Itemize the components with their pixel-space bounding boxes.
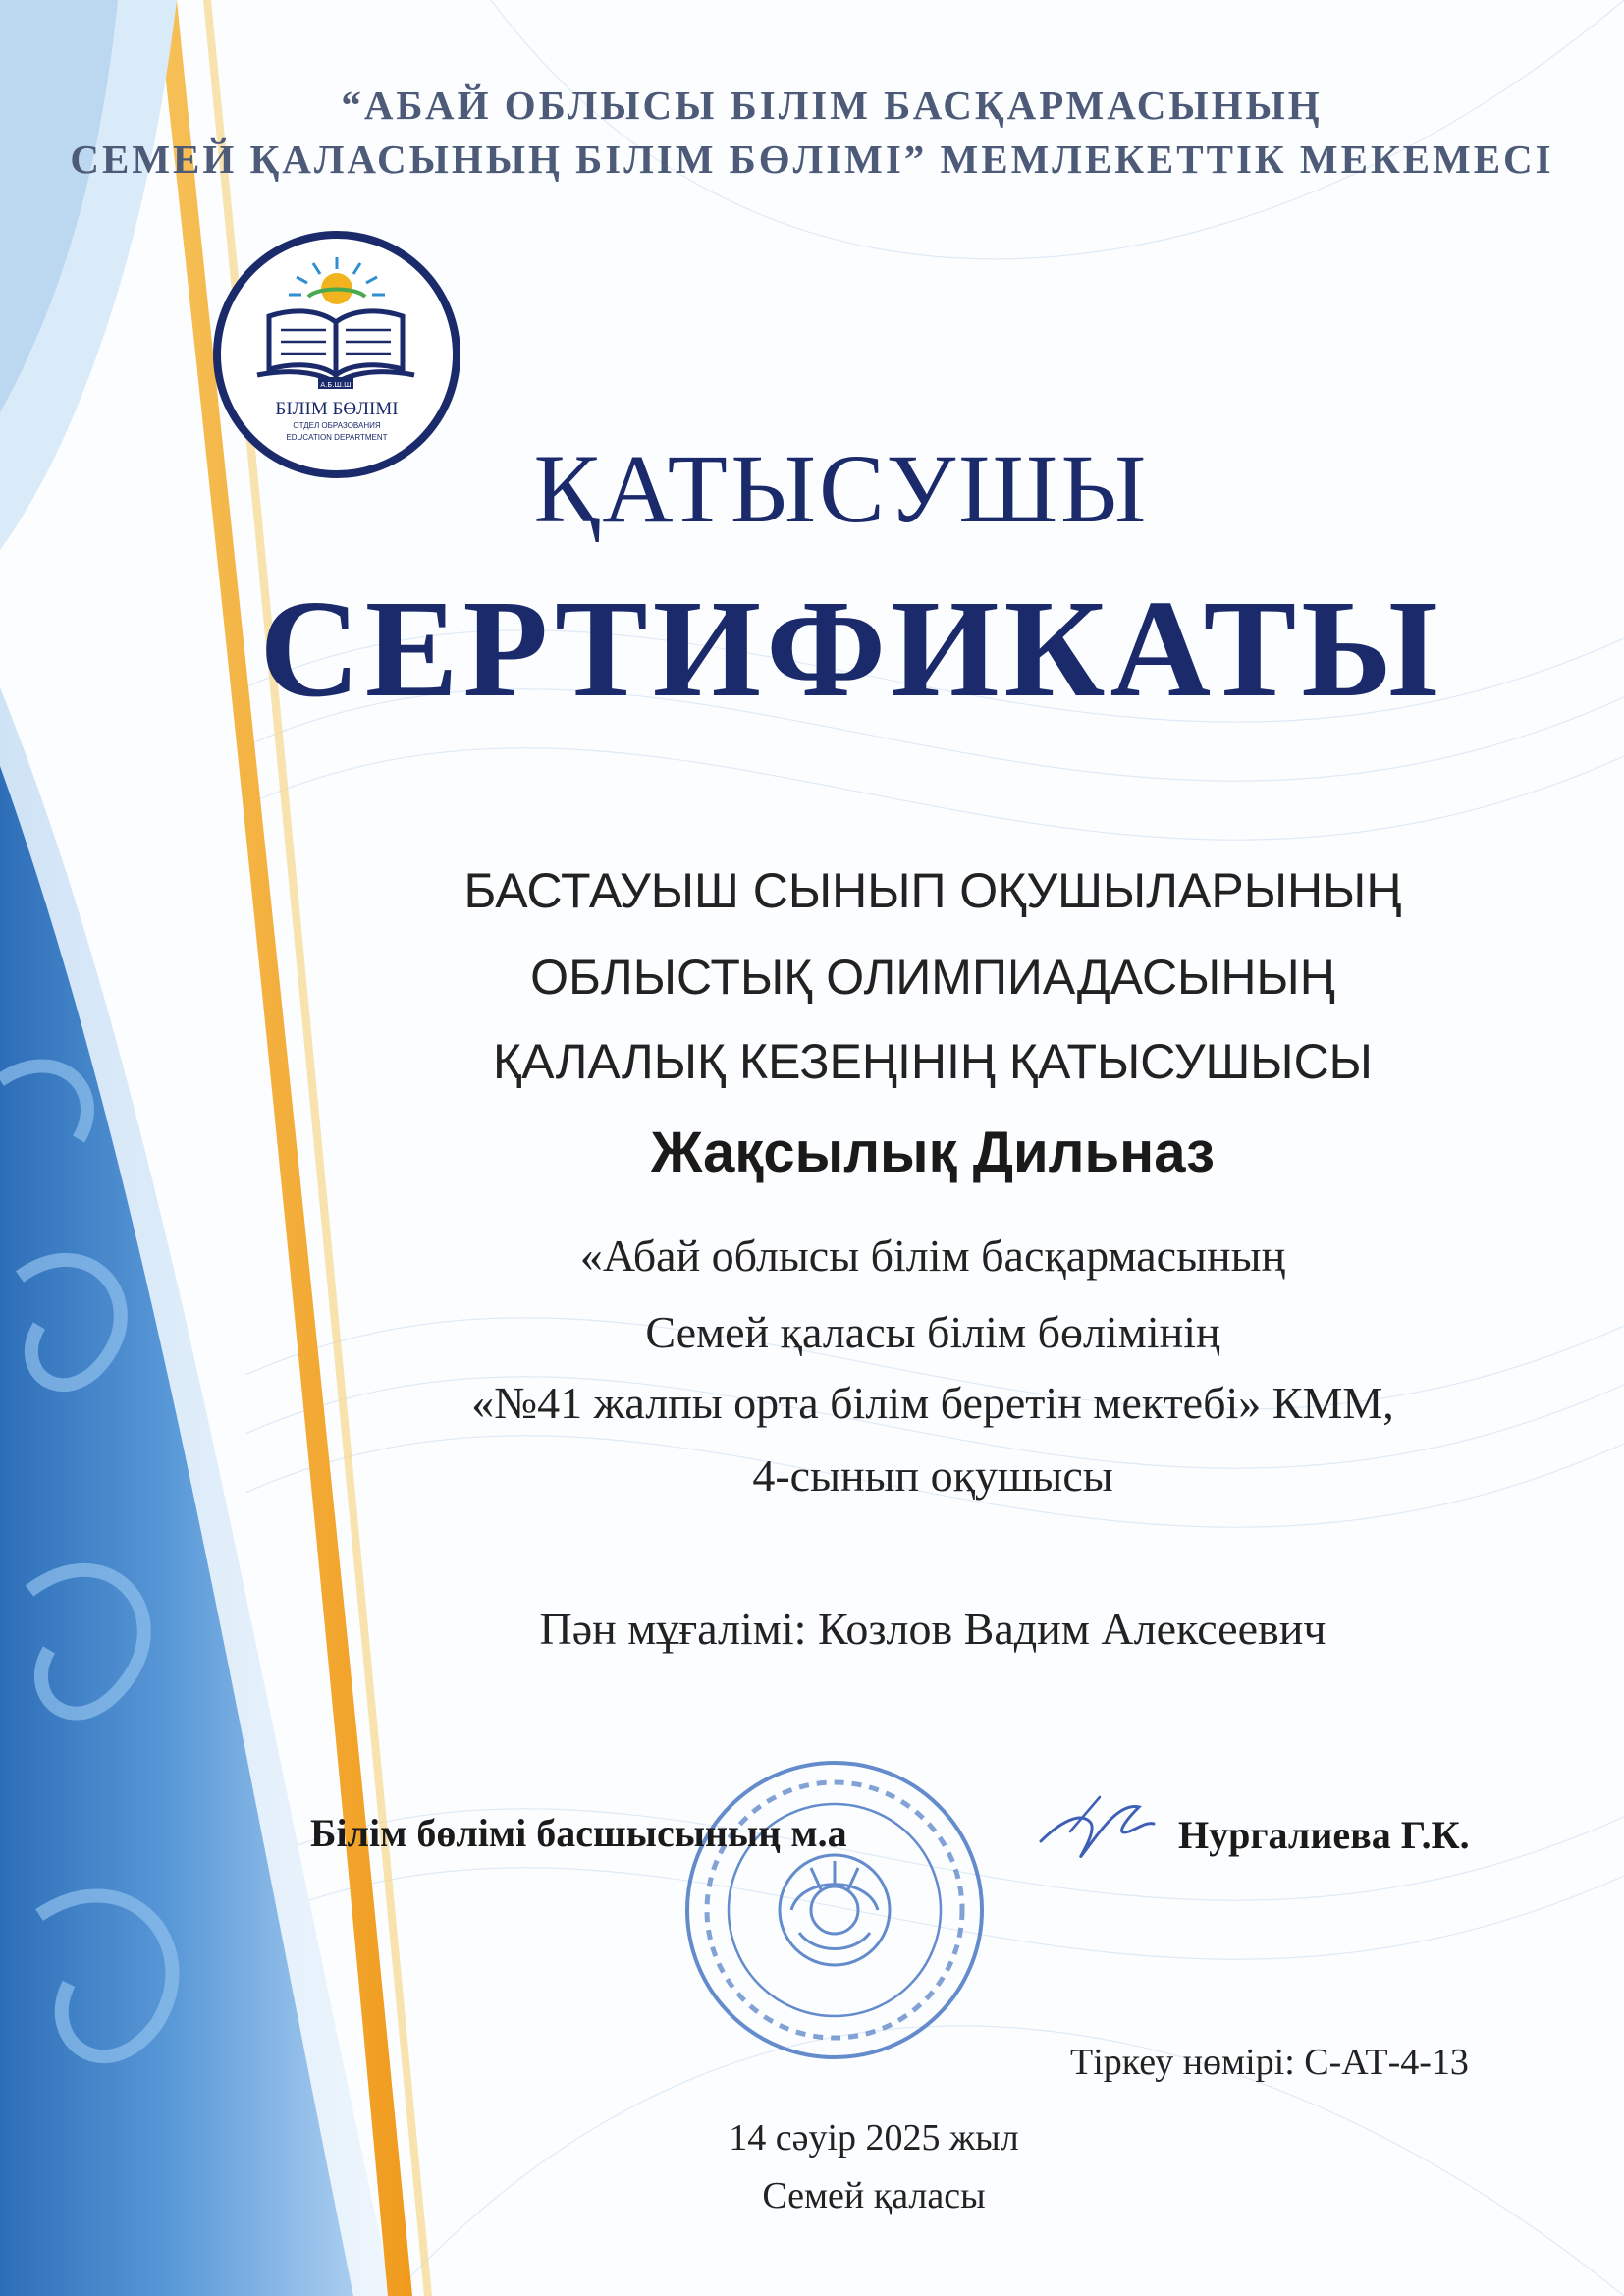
issue-city: Семей қаласы (762, 2175, 986, 2216)
official-stamp (677, 1748, 992, 2072)
issue-date: 14 сәуір 2025 жыл (729, 2117, 1019, 2159)
event-line-3: ҚАЛАЛЫҚ КЕЗЕҢІНІҢ ҚАТЫСУШЫСЫ (493, 1034, 1373, 1089)
certificate-title-line-1: ҚАТЫСУШЫ (533, 434, 1150, 543)
school-line-2: Семей қаласы білім бөлімінің (645, 1307, 1220, 1357)
signature-label: Білім бөлімі басшысының м.а (310, 1811, 847, 1855)
recipient-name: Жақсылық Дильназ (650, 1121, 1216, 1184)
certificate-title-line-2: СЕРТИФИКАТЫ (259, 571, 1443, 726)
teacher-line: Пән мұғалімі: Козлов Вадим Алексеевич (539, 1604, 1326, 1654)
event-line-1: БАСТАУЫШ СЫНЫП ОҚУШЫЛАРЫНЫҢ (463, 863, 1402, 918)
header-line-1: “АБАЙ ОБЛЫСЫ БІЛІМ БАСҚАРМАСЫНЫҢ (341, 82, 1323, 128)
handwritten-signature (1031, 1782, 1159, 1881)
school-line-1: «Абай облысы білім басқармасының (579, 1230, 1286, 1281)
registration-number: Тіркеу нөмірі: С-АТ-4-13 (1070, 2042, 1469, 2083)
event-line-2: ОБЛЫСТЫҚ ОЛИМПИАДАСЫНЫҢ (530, 950, 1335, 1005)
svg-text:А.Б.Ш.Ш: А.Б.Ш.Ш (320, 381, 352, 389)
signatory-name: Нургалиева Г.К. (1178, 1813, 1470, 1857)
emblem-icon (791, 1861, 878, 1949)
header-line-2: СЕМЕЙ ҚАЛАСЫНЫҢ БІЛІМ БӨЛІМІ” МЕМЛЕКЕТТІК МЕКЕМЕСІ (70, 137, 1554, 182)
logo-name: БІЛІМ БӨЛІМІ (275, 399, 399, 419)
logo-sub-ru: ОТДЕЛ ОБРАЗОВАНИЯ (293, 421, 381, 430)
logo-sub-en: EDUCATION DEPARTMENT (286, 433, 388, 442)
school-line-4: 4-сынып оқушысы (752, 1450, 1113, 1501)
school-line-3: «№41 жалпы орта білім беретін мектебі» КММ, (471, 1378, 1394, 1428)
